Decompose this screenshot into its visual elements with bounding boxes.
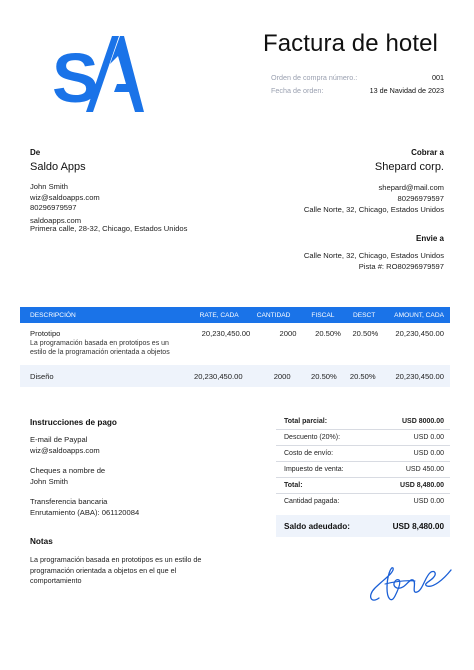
item-discount: 20.50% [349,371,376,381]
company-logo [52,34,144,114]
bill-to-address: Calle Norte, 32, Chicago, Estados Unidos [303,205,444,214]
item-name: Diseño [30,371,54,381]
order-number-label: Orden de compra número.: [271,73,358,82]
balance-due-row [276,515,450,537]
sa-logo-mark [52,34,144,114]
ship-to-heading: Envie a [415,234,444,243]
items-table [20,307,450,387]
item-tax: 20.50% [311,371,337,381]
amount-paid-row [276,494,450,509]
shipping-row [276,446,450,461]
item-discount: 20.50% [352,329,379,338]
table-row [20,365,450,387]
sales-tax-label: Impuesto de venta: [284,466,344,473]
item-name: Prototipo [30,329,61,338]
item-rate: 20,230,450.00 [201,329,251,338]
col-rate: RATE, CADA [199,311,239,319]
subtotal-row [276,414,450,429]
from-website: saldoapps.com [30,215,82,225]
bill-to-phone: 80296979597 [397,194,444,203]
bill-to-details [304,182,444,215]
subtotal-label: Total parcial: [284,418,328,425]
payment-details [30,435,139,518]
total-value: USD 8,480.00 [400,482,444,489]
from-address: Primera calle, 28-32, Chicago, Estados Unidos [30,223,188,233]
item-description: La programación basada en prototipos es un estilo de la programación orientada a objetos [30,340,170,356]
sales-tax-value: USD 450.00 [405,466,444,473]
discount-label: Descuento (20%): [284,434,341,441]
discount-row [276,430,450,445]
total-row [276,478,450,493]
ship-to-address: Calle Norte, 32, Chicago, Estados Unidos [303,251,444,260]
table-header [20,307,450,323]
paypal-label: E-mail de Paypal [30,435,88,444]
signature [365,558,455,608]
shipping-label: Costo de envío: [284,450,334,457]
bill-to-name: Shepard corp. [374,161,444,173]
checks-label: Cheques a nombre de [30,466,106,475]
from-contact: John Smith [30,182,68,191]
from-company-name: Saldo Apps [30,161,86,173]
balance-due-value: USD 8,480.00 [392,521,444,531]
shipping-value: USD 0.00 [413,450,444,457]
ship-to-details [304,250,444,272]
bill-to-heading: Cobrar a [411,148,444,157]
discount-value: USD 0.00 [413,434,444,441]
total-label: Total: [284,482,303,489]
item-qty: 2000 [273,371,291,381]
order-number-value: 001 [432,73,444,82]
from-details [30,182,190,233]
item-rate: 20,230,450.00 [193,371,243,381]
svg-text:S: S [52,39,93,114]
col-discount: DESCT [352,311,376,319]
order-date-row [271,86,444,95]
col-qty: CANTIDAD [256,311,291,319]
order-date-label: Fecha de orden: [271,86,324,95]
from-phone: 80296979597 [30,203,77,213]
ship-to-track: Pista #: RO80296979597 [358,262,444,271]
bank-routing: Enrutamiento (ABA): 061120084 [30,507,140,517]
sales-tax-row [276,462,450,477]
notes-text: La programación basada en prototipos es un estilo de programación orientada a objetos en el que el comportamiento [30,555,202,585]
col-amount: AMOUNT, CADA [394,311,444,319]
amount-paid-label: Cantidad pagada: [284,498,340,505]
order-date-value: 13 de Navidad de 2023 [369,86,444,95]
checks-payee: John Smith [30,476,68,486]
balance-due-label: Saldo adeudado: [284,521,350,531]
order-number-row [271,73,444,82]
invoice-title: Factura de hotel [262,30,438,57]
item-tax: 20.50% [315,329,341,338]
handwritten-signature-icon [365,558,455,608]
bank-transfer-label: Transferencia bancaria [30,497,108,506]
table-row [20,323,450,365]
item-amount: 20,230,450.00 [395,329,444,338]
subtotal-value: USD 8000.00 [401,418,444,425]
item-description-cell [20,329,172,365]
item-qty: 2000 [279,329,297,338]
totals-box [276,414,450,537]
col-tax: FISCAL [311,311,335,319]
payment-heading: Instrucciones de pago [30,418,117,427]
col-description: DESCRIPCIÓN [30,311,76,319]
from-heading: De [30,148,41,157]
item-amount: 20,230,450.00 [395,371,444,381]
paypal-email: wiz@saldoapps.com [30,445,100,455]
notes-heading: Notas [30,537,53,546]
from-email: wiz@saldoapps.com [30,192,100,202]
amount-paid-value: USD 0.00 [413,498,444,505]
bill-to-email: shepard@mail.com [378,183,444,192]
